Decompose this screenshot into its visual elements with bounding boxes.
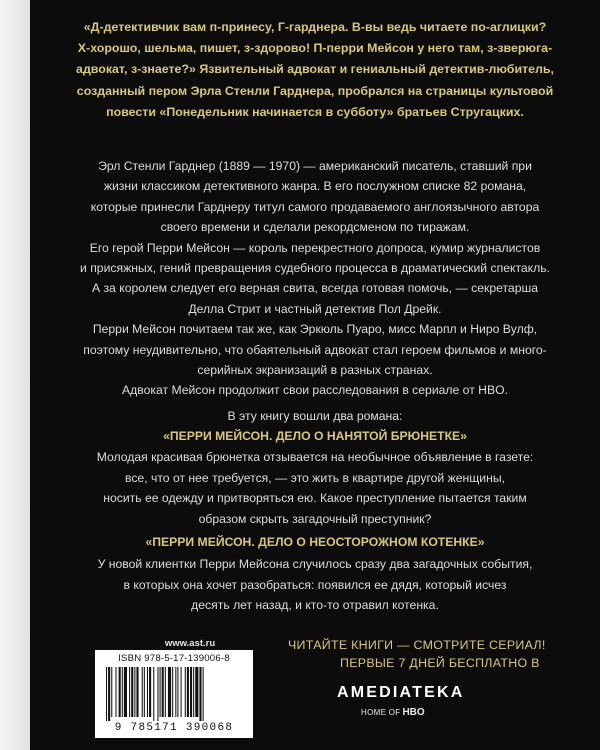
barcode-bar: [165, 667, 166, 717]
bio-line: которые принесли Гарднеру титул самого продаваемого англоязычного автора: [90, 199, 540, 214]
logo-tagline: [361, 707, 425, 718]
barcode-bar: [195, 667, 198, 717]
barcode-bar: [124, 667, 127, 717]
barcode-bar: [160, 667, 161, 717]
barcode-bar: [162, 667, 164, 717]
intro-line: созданный пером Эрла Стенли Гарднера, пробрался на страницы культовой: [76, 83, 554, 98]
contents-heading: В эту книгу вошли два романа:: [227, 409, 403, 423]
barcode-bar: [177, 667, 178, 717]
intro-line: адвокат, з-знаете?» Язвительный адвокат и гениальный детектив-любитель,: [76, 62, 554, 77]
promo-line-1: ЧИТАЙТЕ КНИГИ — СМОТРИТЕ СЕРИАЛ!: [288, 638, 546, 652]
amediateka-logo: AMEDIATEKA: [337, 684, 465, 701]
barcode-bar: [181, 667, 182, 717]
barcode-bar: [203, 667, 204, 721]
novel-desc-line: десять лет назад, и кто-то отравил котенка.: [191, 598, 439, 613]
barcode-bar: [129, 667, 130, 717]
intro-quote: [30, 17, 600, 123]
barcode-bar: [172, 667, 173, 717]
page-edge: [0, 0, 30, 750]
novel-desc-line: образом скрыть загадочный преступник?: [198, 511, 432, 526]
barcode-bar: [157, 667, 158, 721]
intro-line: Х-хорошо, шельма, пишет, з-здорово! П-перри Мейсон у него там, з-зверюга-: [77, 41, 553, 56]
novel-desc-line: все, что от нее требуется, — это жить в квартире другой женщины,: [125, 470, 505, 485]
promo-line-2: ПЕРВЫЕ 7 ДНЕЙ БЕСПЛАТНО В: [340, 656, 540, 670]
author-bio: [30, 156, 600, 401]
barcode-bar: [147, 667, 148, 717]
barcode-bar: [185, 667, 186, 717]
bio-line: поэтому неудивительно, что обаятельный адвокат стал героем фильмов и много-: [83, 342, 547, 357]
bio-line: Перри Мейсон почитаем так же, как Эркюль Пуаро, мисс Марпл и Ниро Вулф,: [92, 322, 538, 337]
bio-line: Эрл Стенли Гарднер (1889 — 1970) — американский писатель, ставший при: [98, 159, 532, 173]
intro-line: «Д-детективчик вам п-принесу, Г-гарднера. В-вы ведь читаете по-аглицки?: [83, 20, 547, 34]
novel-desc-line: в которых она хочет разобраться: появился ее дядя, который исчез: [123, 577, 507, 592]
novel-title-2: «ПЕРРИ МЕЙСОН. ДЕЛО О НЕОСТОРОЖНОМ КОТЕНКЕ»: [145, 535, 485, 549]
isbn-label: ISBN 978-5-17-139006-8: [118, 653, 230, 664]
tagline-text: HOME OF: [361, 708, 401, 717]
barcode-bar: [199, 667, 201, 721]
bio-line: жизни классиком детективного жанра. В его послужном списке 82 романа,: [103, 179, 527, 194]
barcode-panel: [95, 650, 253, 738]
bio-line: своего времени и сделали рекордсменом по тиражам.: [160, 220, 470, 235]
barcode-bar: [119, 667, 121, 717]
barcode-bar: [187, 667, 189, 717]
barcode-bar: [131, 667, 133, 717]
barcode-bar: [149, 667, 151, 717]
bio-line: и присяжных, гений превращения судебного процесса в драматический спектакль.: [80, 261, 550, 276]
novel-description-2: [30, 554, 600, 616]
barcode-bar: [142, 667, 143, 717]
bio-line: Адвокат Мейсон продолжит свои расследования в сериале от HBO.: [122, 383, 508, 398]
barcode-bar: [134, 667, 135, 717]
barcode-bar: [122, 667, 123, 717]
barcode-digits: 9 785171 390068: [114, 722, 234, 734]
novel-title-1: «ПЕРРИ МЕЙСОН. ДЕЛО О НАНЯТОЙ БРЮНЕТКЕ»: [163, 429, 467, 443]
novel-desc-line: носить ее одежду и притворяться ею. Какое преступление пытается таким: [103, 491, 527, 506]
barcode-bar: [175, 667, 176, 717]
barcode-bar: [115, 667, 116, 717]
novel-desc-line: Молодая красивая брюнетка отзывается на необычное объявление в газете:: [96, 450, 534, 464]
barcode-bar: [106, 667, 107, 721]
bio-line: Делла Стрит и частный детектив Пол Дрейк.: [188, 301, 442, 316]
barcode-bar: [111, 667, 112, 717]
bio-line: А за королем следует его верная свита, всегда готовая помочь, — секретарша: [91, 281, 539, 296]
novel-desc-line: У новой клиентки Перри Мейсона случилось сразу два загадочных события,: [97, 557, 533, 571]
bio-line: серийных экранизаций в разных странах.: [197, 363, 433, 378]
bio-line: Его герой Перри Мейсон — король перекрестного допроса, кумир журналистов: [89, 240, 541, 255]
barcode-bar: [136, 667, 138, 717]
book-back-cover: [30, 0, 600, 750]
intro-line: повести «Понедельник начинается в субботу» братьев Стругацких.: [106, 104, 524, 119]
hbo-logo: HBO: [402, 707, 425, 718]
barcode-bar: [153, 667, 154, 721]
publisher-site: www.ast.ru: [164, 638, 216, 649]
barcode-bar: [108, 667, 110, 721]
barcode-bar: [144, 667, 145, 717]
barcode-bar: [168, 667, 171, 717]
barcode-bar: [190, 667, 192, 717]
barcode-image: [104, 667, 244, 721]
barcode-bar: [193, 667, 194, 717]
novel-description-1: [30, 447, 600, 529]
